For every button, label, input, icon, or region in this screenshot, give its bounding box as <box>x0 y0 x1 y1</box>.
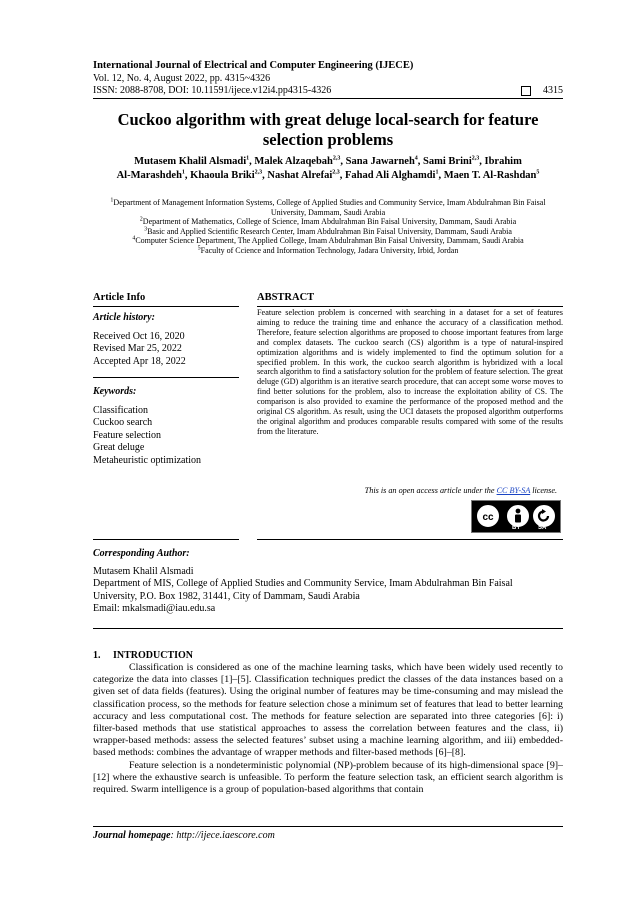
author-affiliation-sup: 1 <box>435 169 439 176</box>
introduction-body <box>93 662 563 796</box>
homepage-url[interactable]: : http://ijece.iaescore.com <box>170 830 275 841</box>
author-name: Maen T. Al-Rashdan <box>443 170 537 181</box>
corresponding-email: Email: mkalsmadi@iau.edu.sa <box>93 603 216 614</box>
article-info-heading: Article Info <box>93 292 146 303</box>
journal-name: International Journal of Electrical and Computer Engineering (IJECE) <box>93 60 414 71</box>
corresponding-heading: Corresponding Author: <box>93 548 190 559</box>
keywords-box <box>93 386 239 467</box>
paper-title <box>93 110 563 150</box>
cc-by-sa-badge[interactable] <box>471 500 561 533</box>
author-affiliation-sup: 1 <box>246 155 250 162</box>
received-date: Received Oct 16, 2020 <box>93 330 185 342</box>
article-info-rule <box>93 306 239 307</box>
abstract-rule <box>257 306 563 307</box>
revised-date: Revised Mar 25, 2022 <box>93 343 182 354</box>
corresponding-dept: Department of MIS, College of Applied Studies and Community Service, Imam Abdulrahman Bin Faisal <box>93 578 513 589</box>
keywords-heading: Keywords: <box>93 386 137 397</box>
issn-doi: ISSN: 2088-8708, DOI: 10.11591/ijece.v12i4.pp4315-4326 <box>93 85 332 96</box>
keywords-rule <box>93 539 239 540</box>
author-affiliation-sup: 2,3 <box>471 155 480 162</box>
article-history-heading: Article history: <box>93 312 155 323</box>
affiliation-sup: 1 <box>110 197 114 204</box>
keyword: Classification <box>93 404 148 416</box>
author-name: Nashat Alrefai <box>267 170 333 181</box>
keyword: Metaheuristic optimization <box>93 454 202 466</box>
license-prefix: This is an open access article under the <box>364 486 497 495</box>
corresponding-author <box>93 548 563 616</box>
square-icon <box>521 86 531 96</box>
affiliation: $^4$Computer Science Department, The Applied College, Imam Abdulrahman Bin Faisal University, Dammam, Saudi Arabia <box>132 235 524 246</box>
header-rule <box>93 98 563 99</box>
cc-icon <box>476 504 500 528</box>
author-affiliation-sup: 2,3 <box>254 169 263 176</box>
affiliation-sup: 5 <box>197 245 201 252</box>
badge-by-label: BY <box>512 525 521 531</box>
affiliation-sup: 2 <box>139 216 143 223</box>
affiliations <box>93 198 563 256</box>
author-line-1: Mutasem Khalil Alsmadi$^1$, Malek Alzaqebah$^{2,3}$, Sana Jawarneh$^4$, Sami Brini$^{2,3}$, Ibrahim <box>134 155 522 167</box>
author-affiliation-sup: 1 <box>181 169 185 176</box>
article-history <box>93 312 239 368</box>
footer-rule <box>93 826 563 827</box>
title-line-1: Cuckoo algorithm with great deluge local-search for feature <box>117 110 539 129</box>
affiliation: $^3$Basic and Applied Scientific Research Center, Imam Abdulrahman Bin Faisal University, Dammam, Saudi Arabia <box>144 226 512 236</box>
paper-page <box>93 0 563 902</box>
author-affiliation-sup: 5 <box>536 169 540 176</box>
affiliation-sup: 3 <box>144 226 148 233</box>
history-rule <box>93 377 239 378</box>
author-name: Sana Jawarneh <box>345 156 415 167</box>
affiliation: $^1$Department of Management Information Systems, College of Applied Studies and Community Service, Imam Abdulrahman Bin Faisal University, Dammam, Saudi Arabia <box>110 197 546 217</box>
author-name: Mutasem Khalil Alsmadi <box>134 156 247 167</box>
affiliation: $^2$Department of Mathematics, College of Science, Imam Abdulrahman Bin Faisal University, Dammam, Saudi Arabia <box>139 216 517 227</box>
title-line-2: selection problems <box>262 130 394 149</box>
author-name: Al-Marashdeh <box>116 170 182 181</box>
abstract-heading: ABSTRACT <box>257 292 315 303</box>
affiliation-sup: 4 <box>132 235 136 242</box>
corresponding-rule <box>93 628 563 629</box>
introduction-heading: 1. INTRODUCTION <box>93 650 194 661</box>
license-link[interactable]: CC BY-SA <box>496 486 531 495</box>
author-name: Fahad Ali Alghamdi <box>345 170 436 181</box>
author-list <box>93 155 563 183</box>
issn-line <box>93 85 563 97</box>
corresponding-name: Mutasem Khalil Alsmadi <box>93 565 194 577</box>
author-name: Ibrahim <box>484 156 522 167</box>
volume-info: Vol. 12, No. 4, August 2022, pp. 4315~4326 <box>93 73 271 84</box>
author-name: Sami Brini <box>423 156 472 167</box>
badge-sa-label: SA <box>538 525 547 531</box>
page-number-group <box>521 85 563 97</box>
affiliation: $^5$Faculty of Ccience and Information Technology, Jadara University, Irbid, Jordan <box>197 245 459 255</box>
author-name: Malek Alzaqebah <box>254 156 333 167</box>
accepted-date: Accepted Apr 18, 2022 <box>93 355 186 367</box>
page-number: 4315 <box>543 85 563 96</box>
svg-text:cc: cc <box>482 512 494 523</box>
author-name: Khaoula Briki <box>190 170 255 181</box>
keyword: Cuckoo search <box>93 417 153 428</box>
homepage-label: Journal homepage <box>93 830 171 841</box>
paragraph: Classification is considered as one of the machine learning tasks, which have been widely used recently to categorize the data into classes [1]–[5]. Classification techniques predict the classes of the data instances based on a given set of data fields (features). Using the original number of features may be time-consuming and may mislead the classification process, so the methods for feature selection chose a minimum set of features that lead to better learning accuracy and less computational cost. The methods for feature selection are separated into three categories [6]: i) filter-based methods that use statistical approaches to assess the correlation between features and the class, ii) wrapper-based methods: assess the selected features’ subset using a machine learning algorithm, and iii) embedded-based methods: combines the advantage of wrapper methods and filter-based methods [6]–[8]. <box>93 662 563 759</box>
license-note <box>257 486 557 495</box>
paragraph: Feature selection is a nondeterministic polynomial (NP)-problem because of its high-dimensional space [9]–[12] where the exhaustive search is unfeasible. To perform the feature selection task, an efficient search algorithm is required. Swarm intelligence is a group of population-based algorithms that contain <box>93 759 563 796</box>
author-line-2: Al-Marashdeh$^1$, Khaoula Briki$^{2,3}$, Nashat Alrefai$^{2,3}$, Fahad Ali Alghamdi$^1$, Maen T. Al-Rashdan$^5$ <box>116 169 540 181</box>
abstract-text: Feature selection problem is concerned with searching in a dataset for a set of features aiming to reduce the training time and enhance the accuracy of a classification method. Therefore, feature selection algorithms are proposed to choose important features from large and complex datasets. The cuckoo search (CS) algorithm is a type of natural-inspired optimization algorithms and is widely implemented to find the optimum solution for a specified problem. In this work, the cuckoo search algorithm is hybridized with a local search algorithm to find a satisfactory solution for the problem of feature selection. The great deluge (GD) algorithm is an iterative search procedure, that can accept some worse moves to find better solutions for the problem, also to increase the exploitation ability of CS. The comparison is also provided to examine the performance of the proposed method and the original CS algorithm. As result, using the UCI datasets the proposed algorithm outperforms the original algorithm and produces comparable results compared with some of the results from the literature. <box>257 308 563 436</box>
author-affiliation-sup: 2,3 <box>332 155 341 162</box>
keyword: Great deluge <box>93 442 145 453</box>
author-affiliation-sup: 2,3 <box>332 169 340 176</box>
corresponding-address: University, P.O. Box 1982, 31441, City of Dammam, Saudi Arabia <box>93 590 360 602</box>
journal-homepage <box>93 830 275 841</box>
abstract-bottom-rule <box>257 539 563 540</box>
license-suffix: license. <box>530 486 557 495</box>
author-affiliation-sup: 4 <box>414 155 418 162</box>
keyword: Feature selection <box>93 429 162 441</box>
